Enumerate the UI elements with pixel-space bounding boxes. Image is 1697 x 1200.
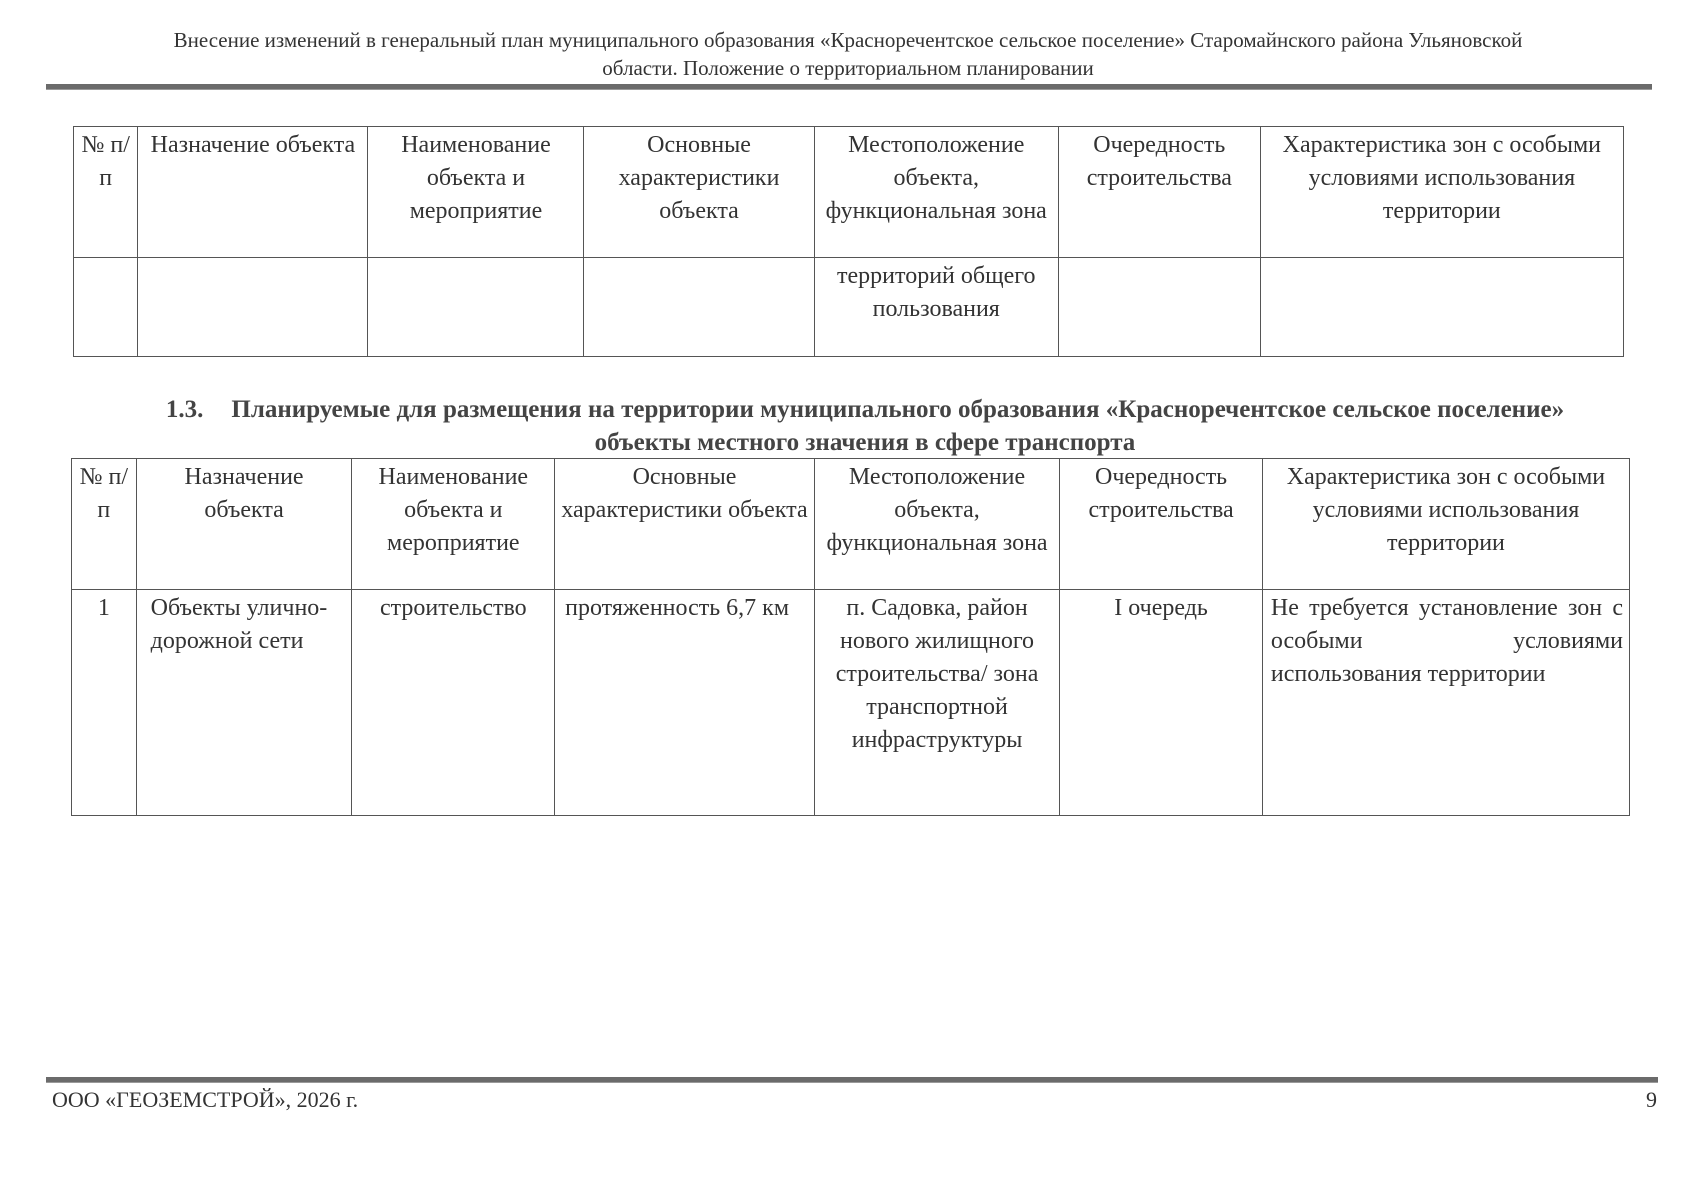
table-header-row: [74, 127, 1624, 258]
cell-queue: [1058, 258, 1260, 357]
footer-company: ООО «ГЕОЗЕМСТРОЙ», 2026 г.: [52, 1087, 359, 1112]
document-header: [48, 26, 1648, 82]
cell-name: [368, 258, 584, 357]
section-heading: [140, 393, 1590, 459]
col-header-num: № п/п: [72, 459, 137, 590]
col-header-num: № п/п: [74, 127, 138, 258]
cell-num: [74, 258, 138, 357]
footer-rule: [46, 1077, 1658, 1083]
table-row: [74, 258, 1624, 357]
page-number: 9: [1646, 1087, 1657, 1112]
col-header-location: Местоположение объекта, функциональная зона: [814, 127, 1058, 258]
col-header-name: Наименование объекта и мероприятие: [352, 459, 555, 590]
col-header-characteristics: Основные характеристики объекта: [555, 459, 815, 590]
section-title-text: Планируемые для размещения на территории муниципального образования «Красноречентское сельское поселение» объекты местного значения в сфере транспорта: [231, 396, 1565, 456]
cell-queue: I очередь: [1060, 590, 1263, 816]
cell-characteristics: протяженность 6,7 км: [555, 590, 815, 816]
col-header-queue: Очередность строительства: [1060, 459, 1263, 590]
col-header-purpose: Назначение объекта: [138, 127, 368, 258]
cell-location: территорий общего пользования: [814, 258, 1058, 357]
cell-zones: [1260, 258, 1623, 357]
header-line-1: Внесение изменений в генеральный план муниципального образования «Красноречентское сельское поселение» Старомайнского района Ульяновской: [173, 28, 1523, 52]
col-header-queue: Очередность строительства: [1058, 127, 1260, 258]
cell-purpose: [138, 258, 368, 357]
transport-objects-table: [71, 458, 1630, 816]
col-header-characteristics: Основные характеристики объекта: [584, 127, 814, 258]
cell-num: 1: [72, 590, 137, 816]
section-number: 1.3.: [165, 396, 204, 423]
col-header-purpose: Назначение объекта: [136, 459, 352, 590]
table-header-row: [72, 459, 1630, 590]
col-header-zones: Характеристика зон с особыми условиями использования территории: [1262, 459, 1629, 590]
cell-zones: Не требуется установление зон с особыми условиями использования территории: [1262, 590, 1629, 816]
table-row: [72, 590, 1630, 816]
objects-table-continued: [73, 126, 1624, 357]
col-header-zones: Характеристика зон с особыми условиями использования территории: [1260, 127, 1623, 258]
cell-characteristics: [584, 258, 814, 357]
cell-name: строительство: [352, 590, 555, 816]
col-header-name: Наименование объекта и мероприятие: [368, 127, 584, 258]
header-line-2: области. Положение о территориальном планировании: [602, 56, 1094, 80]
cell-purpose: Объекты улично-дорожной сети: [136, 590, 352, 816]
cell-location: п. Садовка, район нового жилищного строительства/ зона транспортной инфраструктуры: [814, 590, 1059, 816]
header-rule: [46, 84, 1652, 90]
col-header-location: Местоположение объекта, функциональная зона: [814, 459, 1059, 590]
